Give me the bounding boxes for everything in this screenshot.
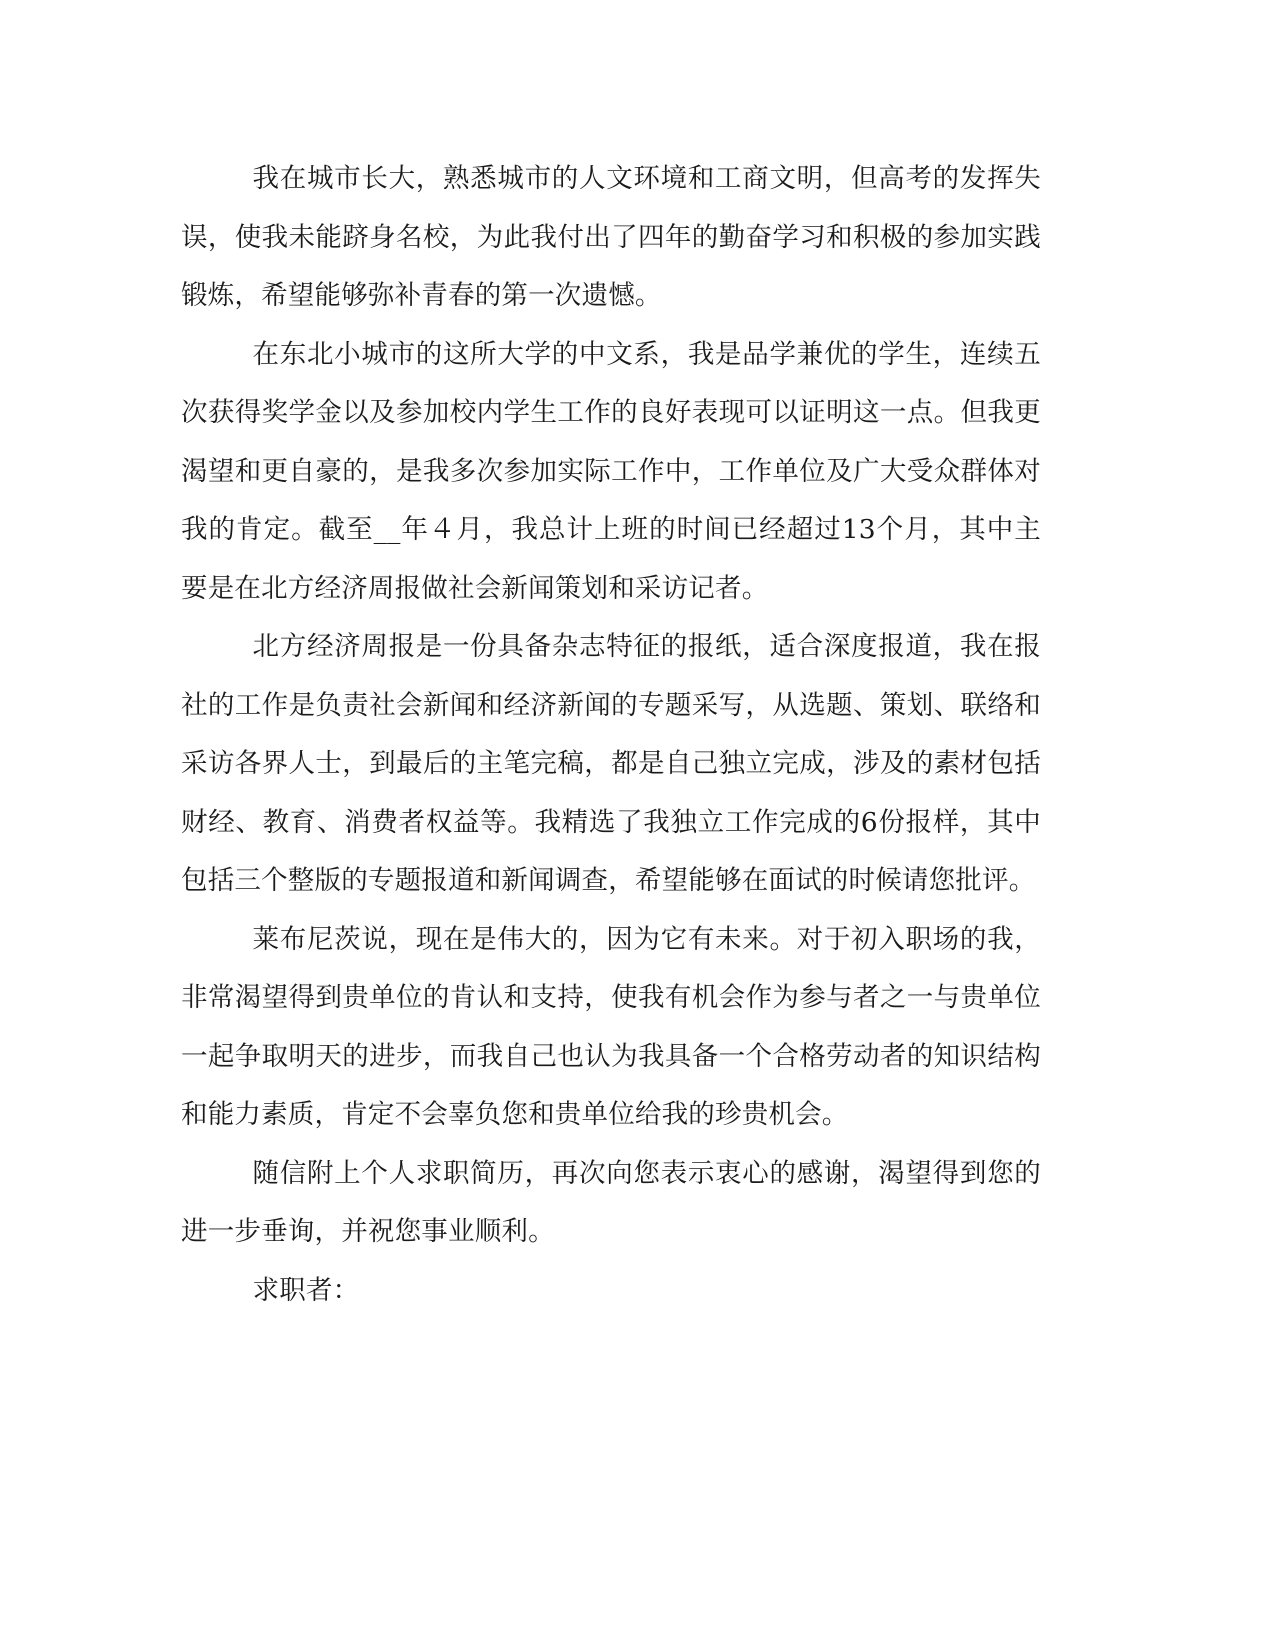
paragraph-3: 北方经济周报是一份具备杂志特征的报纸，适合深度报道，我在报社的工作是负责社会新闻和经济新闻的专题采写，从选题、策划、联络和采访各界人士，到最后的主笔完稿，都是自己独立完成，涉及的素材包括财经、教育、消费者权益等。我精选了我独立工作完成的6份报样，其中包括三个整版的专题报道和新闻调查，希望能够在面试的时候请您批评。 — [181, 631, 1041, 896]
paragraph-4: 莱布尼茨说，现在是伟大的，因为它有未来。对于初入职场的我，非常渴望得到贵单位的肯认和支持，使我有机会作为参与者之一与贵单位一起争取明天的进步，而我自己也认为我具备一个合格劳动者的知识结构和能力素质，肯定不会辜负您和贵单位给我的珍贵机会。 — [181, 923, 1041, 1130]
paragraph-1: 我在城市长大，熟悉城市的人文环境和工商文明，但高考的发挥失误，使我未能跻身名校，为此我付出了四年的勤奋学习和积极的参加实践锻炼，希望能够弥补青春的第一次遗憾。 — [181, 163, 1041, 311]
signature-line: 求职者： — [252, 1274, 360, 1306]
paragraph-5: 随信附上个人求职简历，再次向您表示衷心的感谢，渴望得到您的进一步垂询，并祝您事业顺利。 — [181, 1157, 1041, 1247]
letter-body — [181, 150, 1041, 1320]
paragraph-2: 在东北小城市的这所大学的中文系，我是品学兼优的学生，连续五次获得奖学金以及参加校内学生工作的良好表现可以证明这一点。但我更渴望和更自豪的，是我多次参加实际工作中，工作单位及广大受众群体对我的肯定。截至__年４月，我总计上班的时间已经超过13个月，其中主要是在北方经济周报做社会新闻策划和采访记者。 — [181, 338, 1041, 604]
